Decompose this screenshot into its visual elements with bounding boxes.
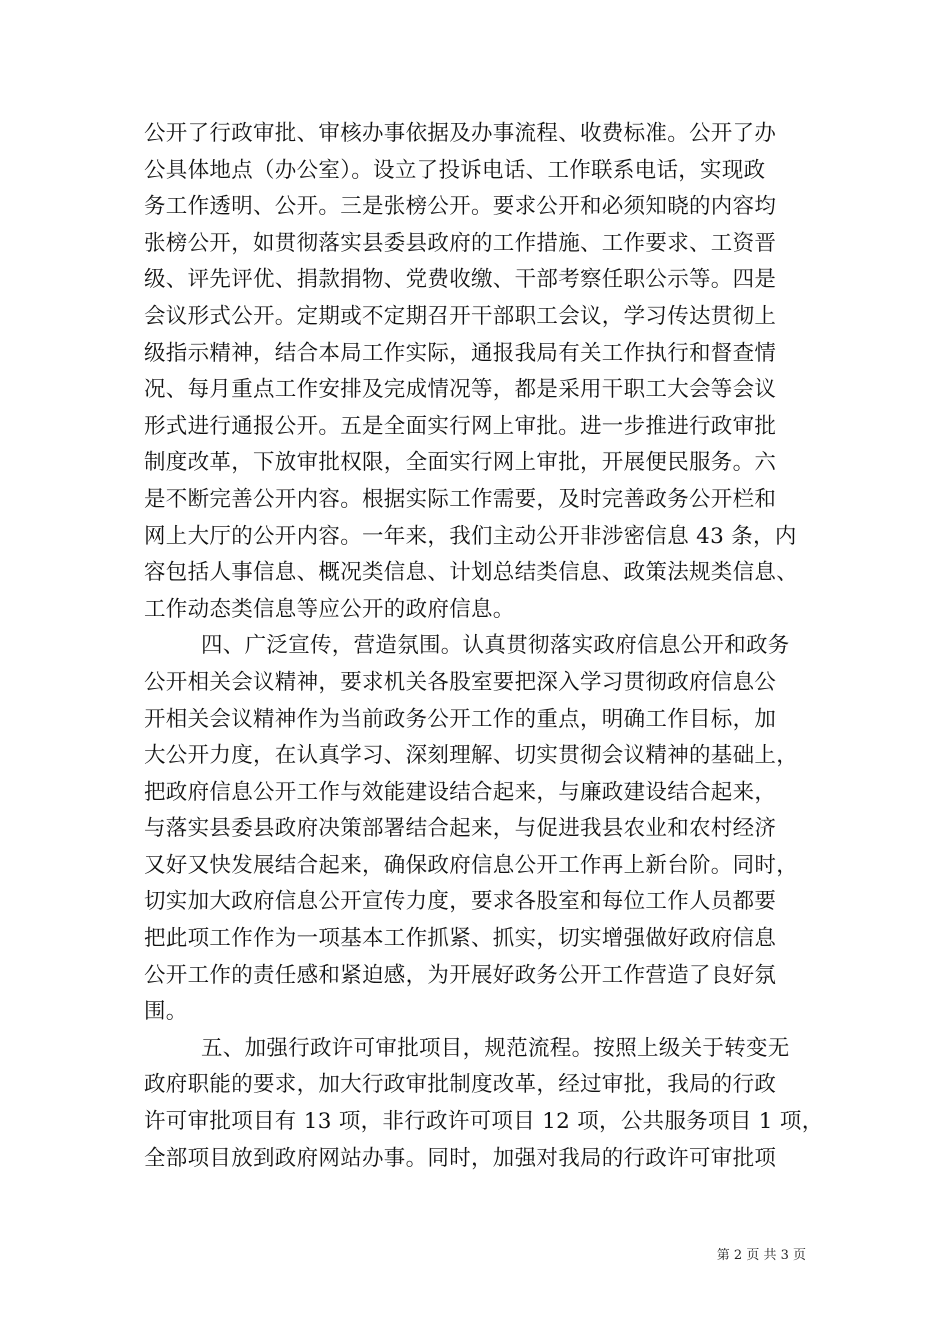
text-line: 把政府信息公开工作与效能建设结合起来，与廉政建设结合起来，: [144, 779, 777, 805]
text-line: 四、广泛宣传，营造氛围。认真贯彻落实政府信息公开和政务: [201, 633, 790, 659]
page-number: 第 2 页 共 3 页: [716, 1248, 806, 1263]
text-line: 工作动态类信息等应公开的政府信息。: [144, 596, 515, 622]
text-line: 公开工作的责任感和紧迫感，为开展好政务公开工作营造了良好氛: [144, 962, 777, 988]
text-line: 许可审批项目有 13 项，非行政许可项目 12 项，公共服务项目 1 项，: [144, 1109, 824, 1135]
text-line: 公开相关会议精神，要求机关各股室要把深入学习贯彻政府信息公: [144, 669, 777, 695]
text-line: 公开了行政审批、审核办事依据及办事流程、收费标准。公开了办: [144, 121, 777, 146]
text-line: 又好又快发展结合起来，确保政府信息公开工作再上新台阶。同时，: [144, 852, 799, 878]
text-line: 五、加强行政许可审批项目，规范流程。按照上级关于转变无: [201, 1035, 790, 1061]
text-line: 会议形式公开。定期或不定期召开干部职工会议，学习传达贯彻上: [144, 303, 777, 329]
text-line: 容包括人事信息、概况类信息、计划总结类信息、政策法规类信息、: [144, 560, 799, 586]
text-line: 形式进行通报公开。五是全面实行网上审批。进一步推进行政审批: [144, 413, 777, 439]
text-line: 务工作透明、公开。三是张榜公开。要求公开和必须知晓的内容均: [144, 194, 777, 220]
text-line: 是不断完善公开内容。根据实际工作需要，及时完善政务公开栏和: [144, 486, 777, 512]
text-line: 制度改革，下放审批权限，全面实行网上审批，开展便民服务。六: [144, 450, 777, 476]
text-line: 开相关会议精神作为当前政务公开工作的重点，明确工作目标，加: [144, 706, 777, 732]
text-line: 全部项目放到政府网站办事。同时，加强对我局的行政许可审批项: [144, 1145, 777, 1171]
text-line: 级、评先评优、捐款捐物、党费收缴、干部考察任职公示等。四是: [144, 267, 777, 293]
body-text: [144, 116, 824, 1177]
text-line: 况、每月重点工作安排及完成情况等，都是采用干职工大会等会议: [144, 377, 777, 403]
text-line: 围。: [144, 999, 188, 1025]
text-line: 与落实县委县政府决策部署结合起来，与促进我县农业和农村经济: [144, 816, 777, 842]
text-line: 把此项工作作为一项基本工作抓紧、抓实，切实增强做好政府信息: [144, 926, 777, 952]
text-line: 张榜公开，如贯彻落实县委县政府的工作措施、工作要求、工资晋: [144, 230, 777, 256]
text-line: 级指示精神，结合本局工作实际，通报我局有关工作执行和督查情: [144, 340, 777, 366]
text-line: 网上大厅的公开内容。一年来，我们主动公开非涉密信息 43 条，内: [144, 523, 797, 549]
text-line: 大公开力度，在认真学习、深刻理解、切实贯彻会议精神的基础上，: [144, 743, 799, 769]
text-line: 切实加大政府信息公开宣传力度，要求各股室和每位工作人员都要: [144, 889, 777, 915]
text-line: 政府职能的要求，加大行政审批制度改革，经过审批，我局的行政: [144, 1072, 777, 1098]
text-line: 公具体地点（办公室）。设立了投诉电话、工作联系电话，实现政: [144, 157, 766, 183]
